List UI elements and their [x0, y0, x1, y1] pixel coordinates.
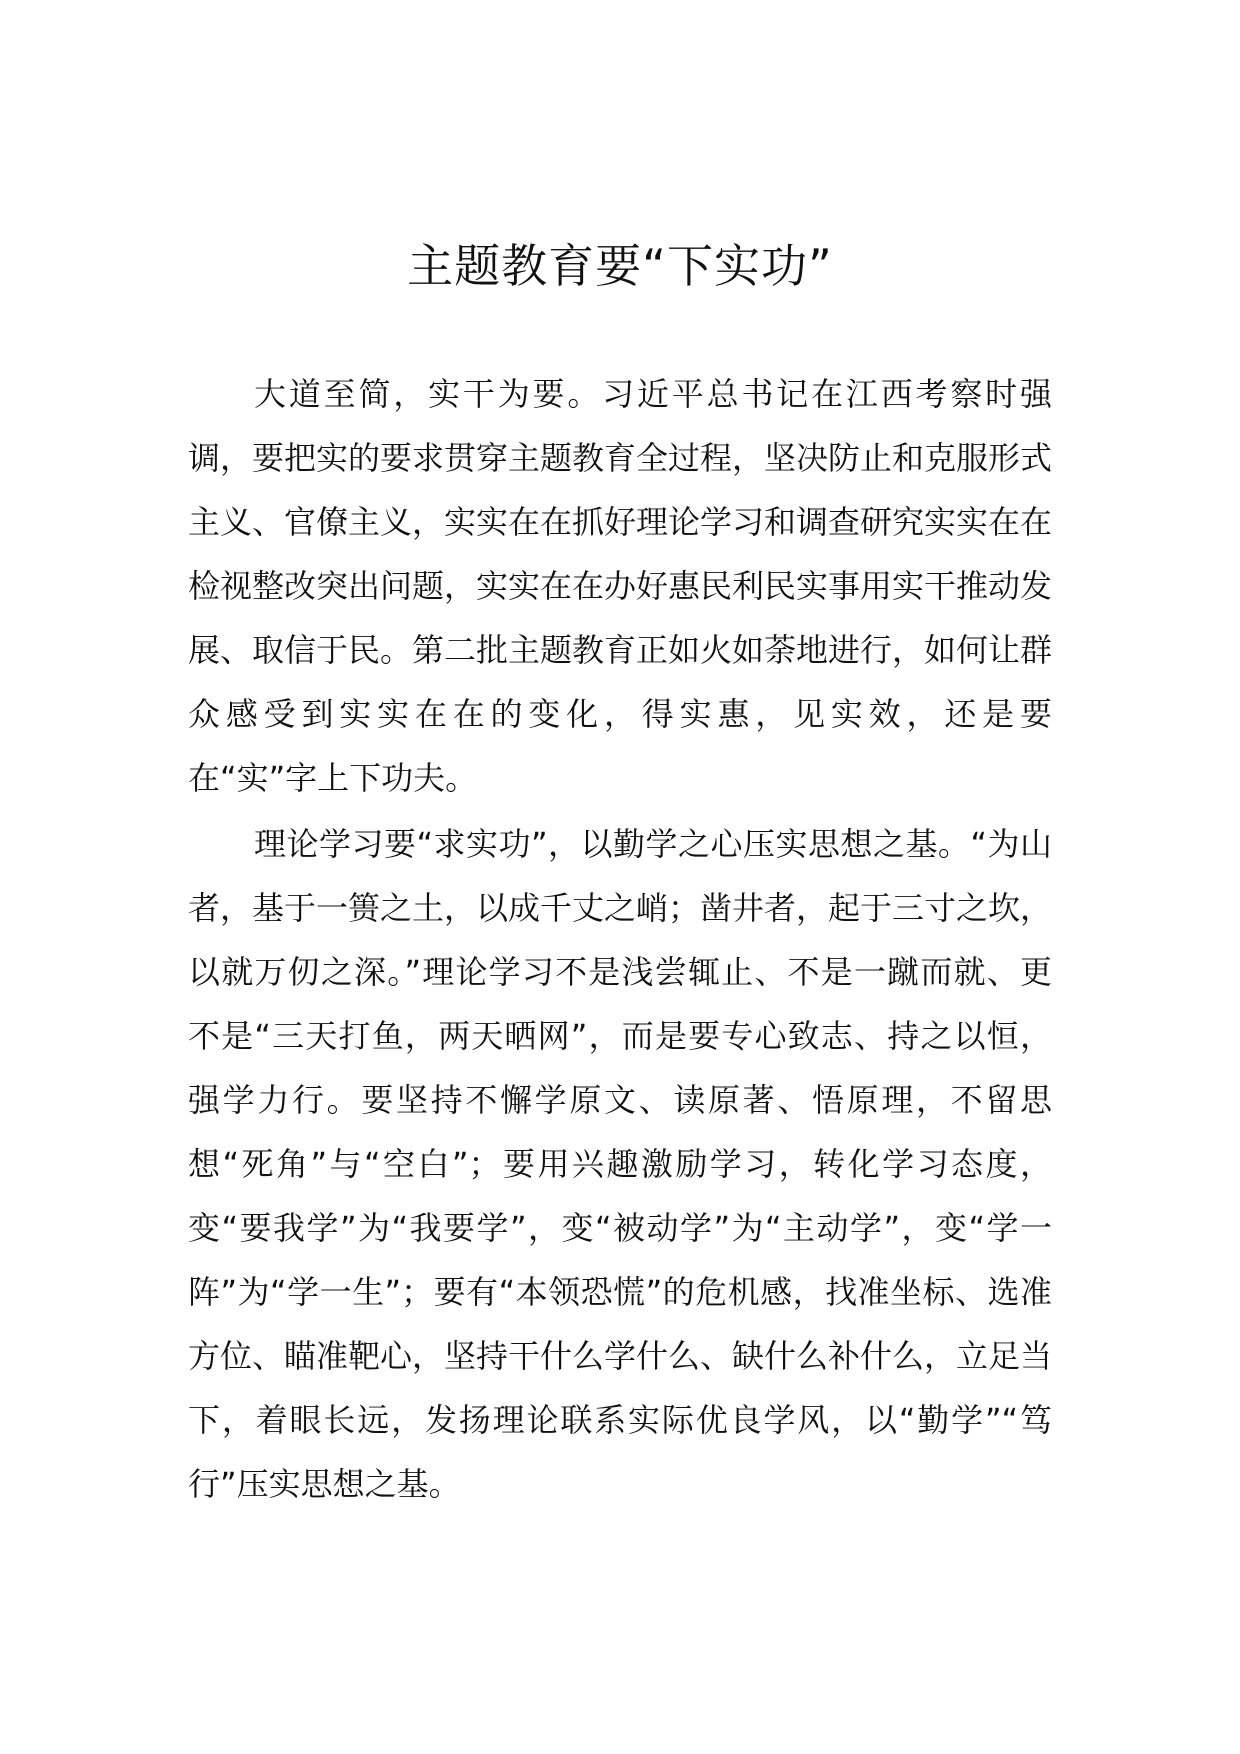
paragraph-intro: 大道至简，实干为要。习近平总书记在江西考察时强调，要把实的要求贯穿主题教育全过程，坚决防止和克服形式主义、官僚主义，实实在在抓好理论学习和调查研究实实在在检视整改突出问题，实实在在办好惠民利民实事用实干推动发展、取信于民。第二批主题教育正如火如荼地进行，如何让群众感受到实实在在的变化，得实惠，见实效，还是要在“实”字上下功夫。 — [188, 375, 1053, 797]
paragraph-theory-study: 理论学习要“求实功”，以勤学之心压实思想之基。“为山者，基于一篑之土，以成千丈之峭；凿井者，起于三寸之坎，以就万仞之深。”理论学习不是浅尝辄止、不是一蹴而就、更不是“三天打鱼，两天晒网”，而是要专心致志、持之以恒，强学力行。要坚持不懈学原文、读原著、悟原理，不留思想“死角”与“空白”；要用兴趣激励学习，转化学习态度，变“要我学”为“我要学”，变“被动学”为“主动学”，变“学一阵”为“学一生”；要有“本领恐慌”的危机感，找准坐标、选准方位、瞄准靶心，坚持干什么学什么、缺什么补什么，立足当下，着眼长远，发扬理论联系实际优良学风，以“勤学”“笃行”压实思想之基。 — [188, 825, 1053, 1503]
document-title: 主题教育要“下实功” — [407, 239, 833, 293]
